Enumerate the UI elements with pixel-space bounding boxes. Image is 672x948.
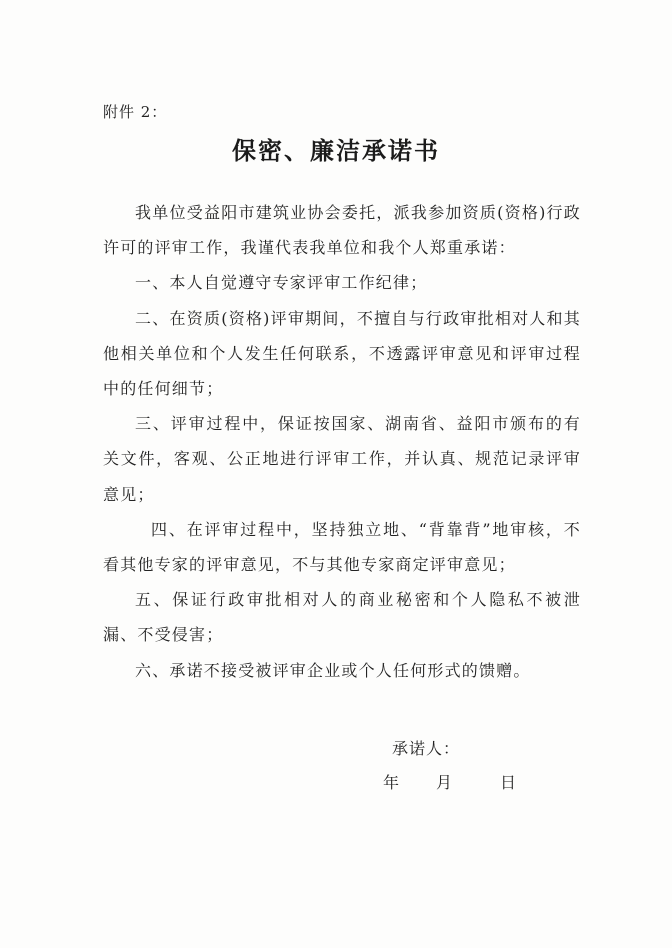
commitment-item-6: 六、承诺不接受被评审企业或个人任何形式的馈赠。 bbox=[135, 660, 531, 680]
attachment-label: 附件 2： bbox=[103, 103, 168, 121]
date-day-label: 日 bbox=[500, 773, 517, 792]
commitment-item-5: 五、保证行政审批相对人的商业秘密和个人隐私不被泄漏、不受侵害； bbox=[103, 590, 581, 645]
date-year-label: 年 bbox=[383, 773, 400, 792]
commitment-item-4: 四、在评审过程中，坚持独立地、“背靠背”地审核，不看其他专家的评审意见，不与其他专家商定评审意见； bbox=[103, 519, 581, 575]
commitment-item-1: 一、本人自觉遵守专家评审工作纪律； bbox=[135, 273, 428, 293]
commitment-item-2: 二、在资质(资格)评审期间，不擅自与行政审批相对人和其他相关单位和个人发生任何联系，不透露评审意见和评审过程中的任何细节； bbox=[103, 308, 581, 399]
intro-paragraph: 我单位受益阳市建筑业协会委托，派我参加资质(资格)行政许可的评审工作，我谨代表我单位和我个人郑重承诺： bbox=[103, 203, 581, 258]
commitment-item-3: 三、评审过程中，保证按国家、湖南省、益阳市颁布的有关文件，客观、公正地进行评审工作，并认真、规范记录评审意见； bbox=[103, 414, 581, 504]
commitment-body bbox=[103, 195, 581, 688]
date-month-label: 月 bbox=[436, 773, 453, 792]
signer-label: 承诺人： bbox=[392, 739, 461, 758]
document-title: 保密、廉洁承诺书 bbox=[232, 137, 440, 165]
